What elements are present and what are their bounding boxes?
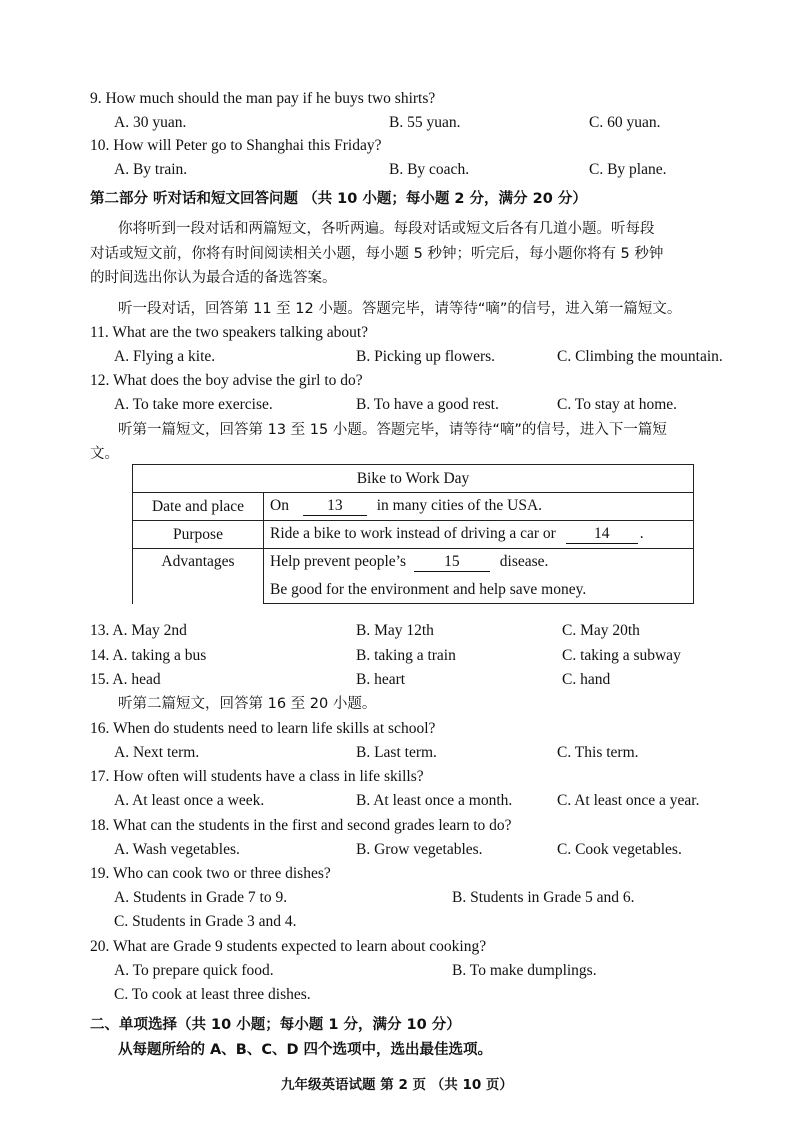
q20-option-a[interactable]: A. To prepare quick food. — [114, 962, 274, 979]
q15-option-a[interactable]: 15. A. head — [90, 671, 161, 688]
q15-option-b[interactable]: B. heart — [356, 671, 406, 688]
row3-pre-text: Help prevent people’s — [270, 553, 407, 570]
q10-option-c[interactable]: C. By plane. — [589, 161, 667, 178]
question-11-stem: 11. What are the two speakers talking about? — [90, 324, 369, 341]
row2-post-text: . — [639, 525, 644, 542]
q10-option-b[interactable]: B. By coach. — [389, 161, 470, 178]
q14-option-a[interactable]: 14. A. taking a bus — [90, 647, 207, 664]
row2-pre-text: Ride a bike to work instead of driving a car or — [270, 525, 556, 542]
passage2-instructions: 听第二篇短文，回答第 16 至 20 小题。 — [118, 696, 377, 712]
table-label-purpose: Purpose — [133, 521, 264, 549]
q13-option-b[interactable]: B. May 12th — [356, 622, 434, 639]
q20-option-c[interactable]: C. To cook at least three dishes. — [114, 986, 311, 1003]
row1-post-text: in many cities of the USA. — [376, 497, 543, 514]
q18-option-c[interactable]: C. Cook vegetables. — [557, 841, 682, 858]
q16-option-a[interactable]: A. Next term. — [114, 744, 200, 761]
q16-option-b[interactable]: B. Last term. — [356, 744, 437, 761]
bike-to-work-table — [132, 464, 694, 604]
q10-option-a[interactable]: A. By train. — [114, 161, 188, 178]
q9-option-b[interactable]: B. 55 yuan. — [389, 114, 461, 131]
q17-option-a[interactable]: A. At least once a week. — [114, 792, 265, 809]
question-17-stem: 17. How often will students have a class in life skills? — [90, 768, 424, 785]
row3-post-text: disease. — [499, 553, 549, 570]
q15-option-c[interactable]: C. hand — [562, 671, 611, 688]
q17-option-c[interactable]: C. At least once a year. — [557, 792, 700, 809]
page-footer: 九年级英语试题 第 2 页 （共 10 页） — [281, 1077, 513, 1093]
blank-15[interactable]: 15 — [414, 553, 490, 572]
section2-heading: 二、单项选择（共 10 小题；每小题 1 分，满分 10 分） — [90, 1017, 461, 1033]
q13-option-a[interactable]: 13. A. May 2nd — [90, 622, 187, 639]
question-10-stem: 10. How will Peter go to Shanghai this Friday? — [90, 137, 382, 154]
q11-option-c[interactable]: C. Climbing the mountain. — [557, 348, 723, 365]
q19-option-b[interactable]: B. Students in Grade 5 and 6. — [452, 889, 635, 906]
question-20-stem: 20. What are Grade 9 students expected to learn about cooking? — [90, 938, 487, 955]
q18-option-a[interactable]: A. Wash vegetables. — [114, 841, 240, 858]
row1-pre-text: On — [270, 497, 289, 514]
q12-option-c[interactable]: C. To stay at home. — [557, 396, 678, 413]
q14-option-c[interactable]: C. taking a subway — [562, 647, 681, 664]
q12-option-b[interactable]: B. To have a good rest. — [356, 396, 499, 413]
question-19-stem: 19. Who can cook two or three dishes? — [90, 865, 331, 882]
table-label-date-place: Date and place — [133, 493, 264, 521]
question-16-stem: 16. When do students need to learn life skills at school? — [90, 720, 436, 737]
q17-option-b[interactable]: B. At least once a month. — [356, 792, 513, 809]
q18-option-b[interactable]: B. Grow vegetables. — [356, 841, 483, 858]
section2-instructions: 从每题所给的 A、B、C、D 四个选项中，选出最佳选项。 — [118, 1042, 493, 1058]
q14-option-b[interactable]: B. taking a train — [356, 647, 456, 664]
table-cell-purpose — [264, 521, 694, 549]
part2-instructions-line2: 对话或短文前，你将有时间阅读相关小题，每小题 5 秒钟；听完后，每小题你将有 5 秒钟 — [90, 246, 664, 262]
q19-option-a[interactable]: A. Students in Grade 7 to 9. — [114, 889, 288, 906]
table-cell-date-place — [264, 493, 694, 521]
part2-instructions-line3: 的时间选出你认为最合适的备选答案。 — [90, 270, 337, 286]
question-9-stem: 9. How much should the man pay if he buys two shirts? — [90, 90, 436, 107]
question-18-stem: 18. What can the students in the first and second grades learn to do? — [90, 817, 512, 834]
question-12-stem: 12. What does the boy advise the girl to do? — [90, 372, 363, 389]
table-title: Bike to Work Day — [133, 465, 694, 493]
q11-option-b[interactable]: B. Picking up flowers. — [356, 348, 496, 365]
q13-option-c[interactable]: C. May 20th — [562, 622, 640, 639]
q19-option-c[interactable]: C. Students in Grade 3 and 4. — [114, 913, 297, 930]
table-cell-advantages-2: Be good for the environment and help save money. — [264, 576, 694, 604]
q9-option-c[interactable]: C. 60 yuan. — [589, 114, 661, 131]
table-cell-advantages-1 — [264, 549, 694, 577]
q11-option-a[interactable]: A. Flying a kite. — [114, 348, 216, 365]
q20-option-b[interactable]: B. To make dumplings. — [452, 962, 597, 979]
blank-14[interactable]: 14 — [566, 525, 638, 544]
q9-option-a[interactable]: A. 30 yuan. — [114, 114, 187, 131]
part2-instructions-line1: 你将听到一段对话和两篇短文，各听两遍。每段对话或短文后各有几道小题。听每段 — [118, 221, 655, 237]
dialog-instructions: 听一段对话，回答第 11 至 12 小题。答题完毕，请等待“嘀”的信号，进入第一篇短文。 — [118, 301, 682, 317]
passage1-instructions-line1: 听第一篇短文，回答第 13 至 15 小题。答题完毕，请等待“嘀”的信号，进入下一篇短 — [118, 422, 667, 438]
q12-option-a[interactable]: A. To take more exercise. — [114, 396, 273, 413]
blank-13[interactable]: 13 — [303, 497, 367, 516]
passage1-instructions-line2: 文。 — [90, 446, 119, 462]
q16-option-c[interactable]: C. This term. — [557, 744, 639, 761]
table-label-advantages: Advantages — [133, 549, 264, 604]
part2-heading: 第二部分 听对话和短文回答问题 （共 10 小题；每小题 2 分，满分 20 分） — [90, 191, 587, 207]
